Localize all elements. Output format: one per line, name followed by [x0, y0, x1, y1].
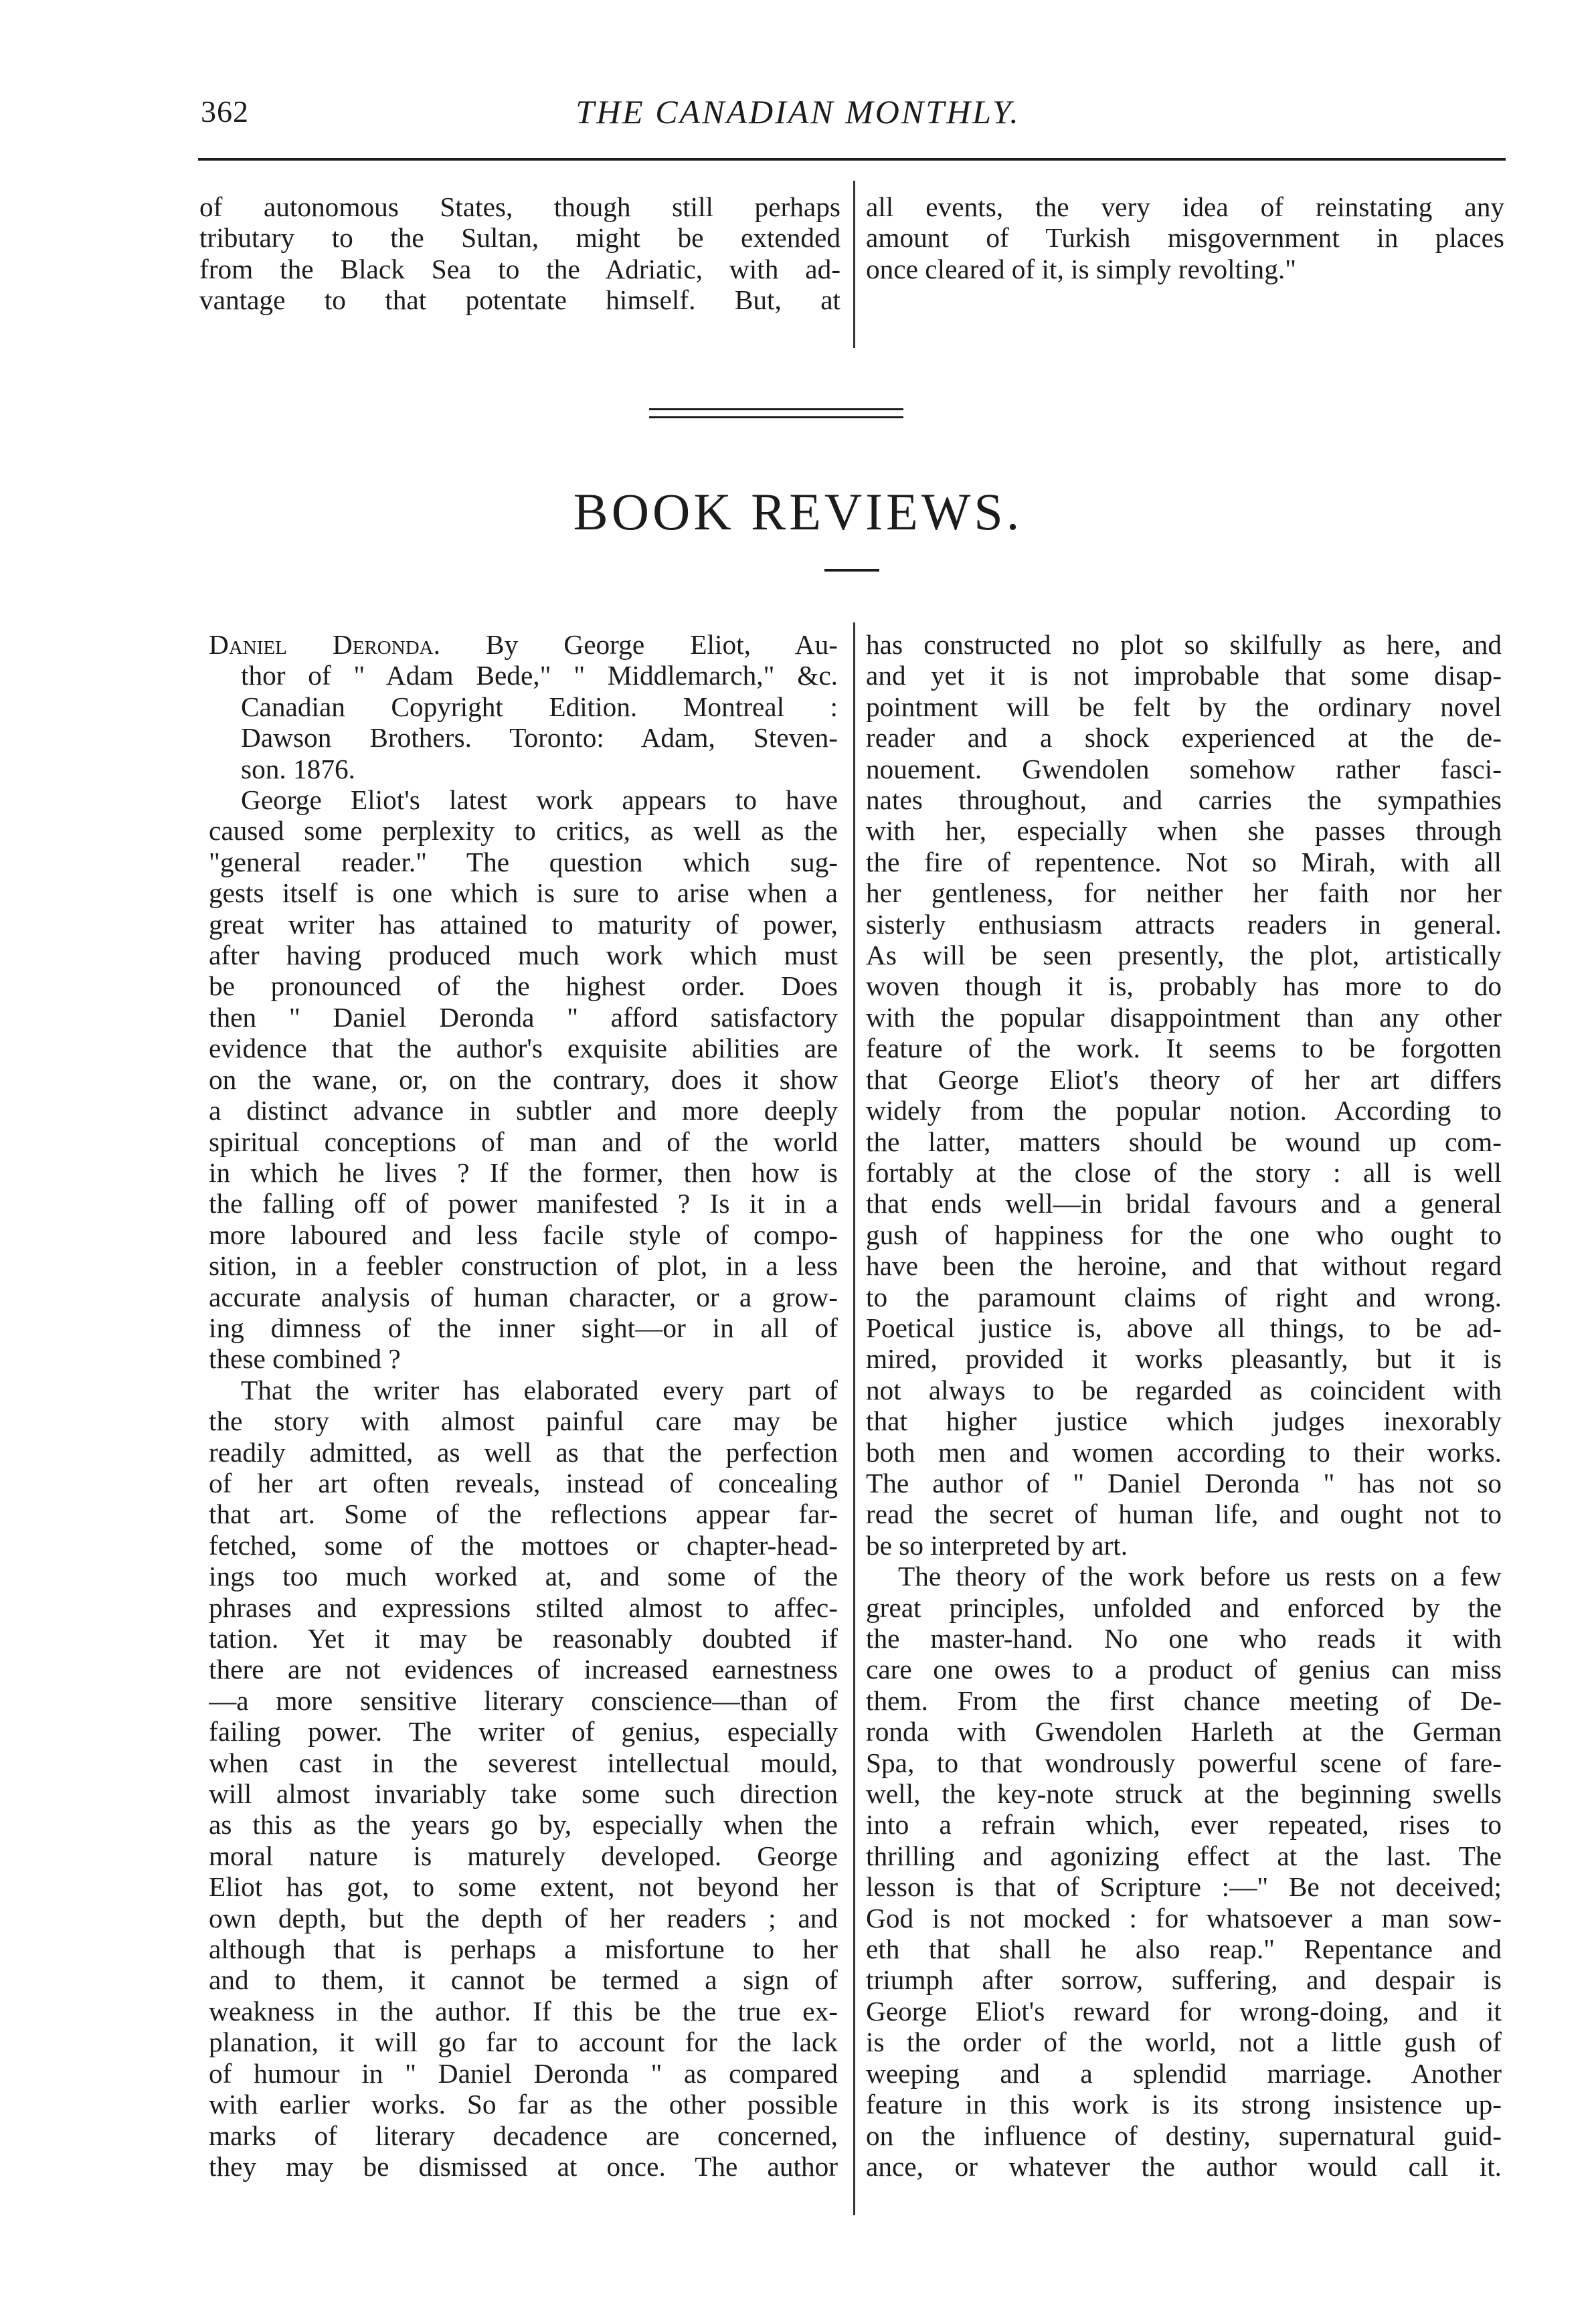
text-line: triumph after sorrow, suffering, and despair is	[866, 1964, 1502, 1996]
text-line: nates throughout, and carries the sympathies	[866, 784, 1502, 816]
running-title: THE CANADIAN MONTHLY.	[575, 93, 1021, 131]
text-line: sisterly enthusiasm attracts readers in general.	[866, 908, 1502, 940]
text-line: that ends well—in bridal favours and a general	[866, 1188, 1502, 1219]
text-line: be pronounced of the highest order. Does	[209, 970, 838, 1002]
text-line: care one owes to a product of genius can miss	[866, 1654, 1502, 1685]
text-line: pointment will be felt by the ordinary novel	[866, 691, 1502, 722]
text-line: eth that shall he also reap." Repentance and	[866, 1934, 1502, 1965]
text-line: amount of Turkish misgovernment in places	[866, 222, 1504, 254]
text-line: weeping and a splendid marriage. Another	[866, 2057, 1502, 2089]
text-line: great writer has attained to maturity of power,	[209, 908, 838, 940]
text-line: have been the heroine, and that without regard	[866, 1250, 1502, 1282]
text-line: caused some perplexity to critics, as well as the	[209, 815, 838, 847]
text-line: a distinct advance in subtler and more deeply	[209, 1095, 838, 1126]
text-line: that art. Some of the reflections appear far-	[209, 1498, 838, 1530]
text-line: great principles, unfolded and enforced by the	[866, 1592, 1502, 1623]
text-line: fortably at the close of the story : all is well	[866, 1156, 1502, 1188]
text-line: and yet it is not improbable that some disap-	[866, 660, 1502, 691]
text-line: the falling off of power manifested ? Is it in a	[209, 1188, 838, 1219]
text-line: God is not mocked : for whatsoever a man sow-	[866, 1902, 1502, 1934]
text-line: with her, especially when she passes through	[866, 815, 1502, 847]
section-title: BOOK REVIEWS.	[573, 483, 1023, 541]
text-line: them. From the first chance meeting of De-	[866, 1685, 1502, 1716]
review-right-column	[866, 629, 1502, 2182]
text-line: readily admitted, as well as that the perfection	[209, 1436, 838, 1468]
text-line: Eliot has got, to some extent, not beyond her	[209, 1871, 838, 1903]
text-line: on the influence of destiny, supernatural guid-	[866, 2120, 1502, 2151]
text-line: vantage to that potentate himself. But, at	[199, 284, 840, 316]
text-line: these combined ?	[209, 1343, 401, 1375]
text-line: planation, it will go far to account for the lack	[209, 2027, 838, 2058]
text-line: the latter, matters should be wound up com-	[866, 1126, 1502, 1157]
text-line: read the secret of human life, and ought not to	[866, 1498, 1502, 1530]
text-line: is the order of the world, not a little gush of	[866, 2027, 1502, 2058]
text-line: on the wane, or, on the contrary, does it show	[209, 1063, 838, 1095]
text-line: That the writer has elaborated every part of	[241, 1374, 838, 1405]
text-line: nouement. Gwendolen somehow rather fasci-	[866, 753, 1502, 784]
text-line: gush of happiness for the one who ought to	[866, 1219, 1502, 1250]
text-line: her gentleness, for neither her faith nor her	[866, 877, 1502, 909]
text-line: fetched, some of the mottoes or chapter-head-	[209, 1529, 838, 1561]
text-line: The author of " Daniel Deronda " has not so	[866, 1467, 1502, 1498]
text-line: son. 1876.	[241, 753, 355, 784]
text-line: thrilling and agonizing effect at the last. The	[866, 1840, 1502, 1871]
text-line: of humour in " Daniel Deronda " as compared	[209, 2057, 838, 2089]
text-line: lesson is that of Scripture :—" Be not deceived;	[866, 1871, 1502, 1903]
text-line: Dawson Brothers. Toronto: Adam, Steven-	[241, 722, 838, 754]
text-line: into a refrain which, ever repeated, rises to	[866, 1809, 1502, 1840]
text-line: The theory of the work before us rests on a few	[898, 1561, 1502, 1592]
top-right-column	[866, 191, 1504, 284]
text-line: Poetical justice is, above all things, to be ad-	[866, 1312, 1502, 1343]
text-line: Spa, to that wondrously powerful scene of fare-	[866, 1747, 1502, 1778]
text-line: of autonomous States, though still perhaps	[199, 191, 840, 222]
text-line: tation. Yet it may be reasonably doubted if	[209, 1623, 838, 1654]
text-line: feature in this work is its strong insistence up-	[866, 2089, 1502, 2120]
top-left-column	[199, 191, 840, 316]
text-line: the master-hand. No one who reads it with	[866, 1623, 1502, 1654]
text-line: will almost invariably take some such direction	[209, 1778, 838, 1810]
text-line: the fire of repentence. Not so Mirah, with all	[866, 846, 1502, 877]
text-line: Daniel Deronda. By George Eliot, Au-	[209, 629, 838, 660]
text-line: and to them, it cannot be termed a sign of	[209, 1964, 838, 1996]
text-line: in which he lives ? If the former, then how is	[209, 1156, 838, 1188]
text-line: to the paramount claims of right and wrong.	[866, 1281, 1502, 1312]
text-line: with the popular disappointment than any other	[866, 1001, 1502, 1033]
text-line: mired, provided it works pleasantly, but it is	[866, 1343, 1502, 1375]
text-line: tributary to the Sultan, might be extended	[199, 222, 840, 254]
text-line: Canadian Copyright Edition. Montreal :	[241, 691, 838, 722]
text-line: George Eliot's latest work appears to have	[241, 784, 838, 816]
section-separator-rule	[649, 416, 903, 418]
text-line: of her art often reveals, instead of concealing	[209, 1467, 838, 1498]
text-line: weakness in the author. If this be the true ex-	[209, 1995, 838, 2027]
text-line: that George Eliot's theory of her art differs	[866, 1063, 1502, 1095]
text-line: failing power. The writer of genius, especially	[209, 1716, 838, 1747]
text-line: when cast in the severest intellectual mould,	[209, 1747, 838, 1778]
text-line: not always to be regarded as coincident with	[866, 1374, 1502, 1405]
text-line: once cleared of it, is simply revolting."	[866, 253, 1297, 284]
text-line: gests itself is one which is sure to arise when a	[209, 877, 838, 909]
text-line: both men and women according to their works.	[866, 1436, 1502, 1468]
text-line: ings too much worked at, and some of the	[209, 1561, 838, 1592]
text-line: phrases and expressions stilted almost to affec-	[209, 1592, 838, 1623]
text-line: sition, in a feebler construction of plot, in a less	[209, 1250, 838, 1282]
text-line: more laboured and less facile style of compo-	[209, 1219, 838, 1250]
text-line: As will be seen presently, the plot, artistically	[866, 940, 1502, 971]
text-line: woven though it is, probably has more to do	[866, 970, 1502, 1002]
text-line: they may be dismissed at once. The author	[209, 2150, 838, 2182]
text-line: accurate analysis of human character, or a grow-	[209, 1281, 838, 1312]
text-line: evidence that the author's exquisite abilities are	[209, 1033, 838, 1064]
text-line: marks of literary decadence are concerned,	[209, 2120, 838, 2151]
text-line: then " Daniel Deronda " afford satisfactory	[209, 1001, 838, 1033]
text-line: after having produced much work which must	[209, 940, 838, 971]
text-line: as this as the years go by, especially when the	[209, 1809, 838, 1840]
text-line: reader and a shock experienced at the de-	[866, 722, 1502, 754]
text-line: with earlier works. So far as the other possible	[209, 2089, 838, 2120]
text-line: feature of the work. It seems to be forgotten	[866, 1033, 1502, 1064]
text-line: moral nature is maturely developed. George	[209, 1840, 838, 1871]
header-rule	[198, 158, 1506, 161]
text-line: there are not evidences of increased earnestness	[209, 1654, 838, 1685]
text-line: although that is perhaps a misfortune to her	[209, 1934, 838, 1965]
top-column-divider	[853, 181, 855, 348]
title-dash	[824, 569, 879, 572]
text-line: ronda with Gwendolen Harleth at the German	[866, 1716, 1502, 1747]
text-line: thor of " Adam Bede," " Middlemarch," &c.	[241, 660, 838, 691]
text-line: all events, the very idea of reinstating any	[866, 191, 1504, 222]
text-line: George Eliot's reward for wrong-doing, and it	[866, 1995, 1502, 2027]
text-line: own depth, but the depth of her readers ; and	[209, 1902, 838, 1934]
review-left-column	[209, 629, 838, 2182]
section-separator-rule	[649, 408, 903, 410]
text-line: well, the key-note struck at the beginning swells	[866, 1778, 1502, 1810]
text-line: spiritual conceptions of man and of the world	[209, 1126, 838, 1157]
text-line: —a more sensitive literary conscience—than of	[209, 1685, 838, 1716]
text-line: that higher justice which judges inexorably	[866, 1405, 1502, 1437]
text-line: widely from the popular notion. According to	[866, 1095, 1502, 1126]
text-line: the story with almost painful care may be	[209, 1405, 838, 1437]
text-line: has constructed no plot so skilfully as here, and	[866, 629, 1502, 660]
review-column-divider	[853, 622, 855, 2215]
text-line: ing dimness of the inner sight—or in all of	[209, 1312, 838, 1343]
text-line: ance, or whatever the author would call it.	[866, 2150, 1502, 2182]
text-line: from the Black Sea to the Adriatic, with ad-	[199, 253, 840, 284]
text-line: be so interpreted by art.	[866, 1529, 1128, 1561]
page-number: 362	[201, 94, 249, 128]
text-line: "general reader." The question which sug-	[209, 846, 838, 877]
